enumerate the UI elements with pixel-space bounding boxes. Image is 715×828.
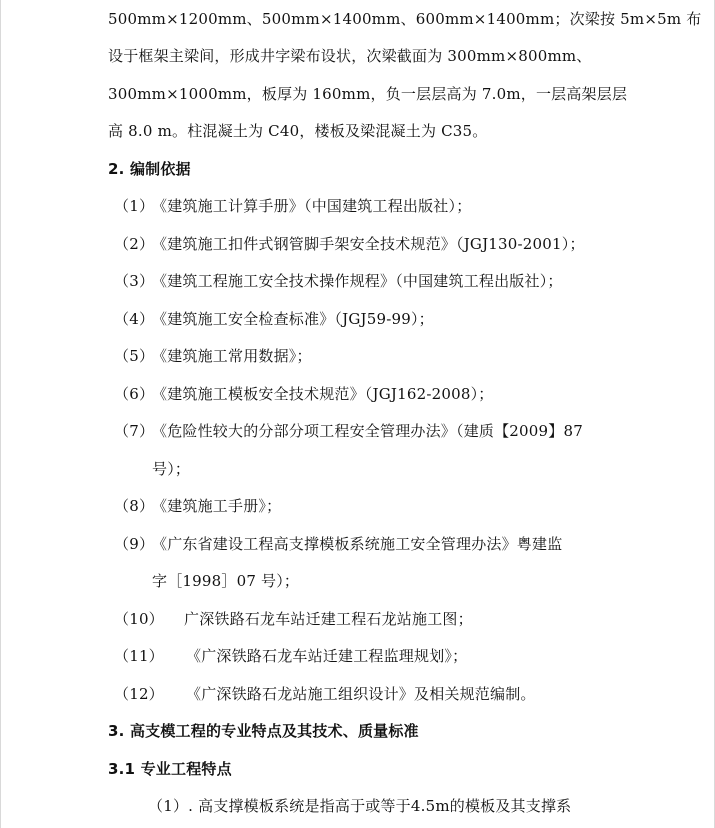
- list-item: [114, 384, 493, 404]
- list-item-text: 《建筑施工扣件式钢管脚手架安全技术规范》（JGJ130-2001）；: [152, 235, 585, 253]
- list-item-number: （1）: [114, 197, 155, 215]
- list-item-number: （10）: [114, 610, 164, 628]
- list-item-text: 《建筑施工安全检查标准》（JGJ59-99）；: [152, 310, 434, 328]
- list-item-text: 《建筑施工计算手册》（中国建筑工程出版社）；: [152, 197, 472, 215]
- list-item: [114, 496, 281, 516]
- intro-line-2: 设于框架主梁间，形成井字梁布设状，次梁截面为 300mm×800mm、: [108, 47, 592, 65]
- list-item-text: 《广深铁路石龙车站迁建工程监理规划》；: [186, 647, 468, 665]
- section-3-1-heading: 3.1 专业工程特点: [108, 760, 232, 778]
- list-item-number: （6）: [114, 385, 155, 403]
- list-item-text: 《建筑施工常用数据》；: [152, 347, 312, 365]
- list-item-number: （7）: [114, 422, 155, 440]
- list-item: [114, 234, 585, 254]
- list-item-number: （4）: [114, 310, 155, 328]
- intro-line-1: 500mm×1200mm、500mm×1400mm、600mm×1400mm；次梁按 5m×5m 布: [108, 10, 702, 28]
- section-3-heading: 3. 高支模工程的专业特点及其技术、质量标准: [108, 722, 419, 740]
- list-item-number: （9）: [114, 535, 155, 553]
- list-item-number: （11）: [114, 647, 164, 665]
- list-item-number: （12）: [114, 685, 164, 703]
- intro-line-3: 300mm×1000mm，板厚为 160mm，负一层层高为 7.0m，一层高架层层: [108, 85, 628, 103]
- list-item: [114, 271, 563, 291]
- list-item: [114, 309, 434, 329]
- list-item: [114, 346, 312, 366]
- list-item-number: （5）: [114, 347, 155, 365]
- list-item-continuation: 字［1998］07 号）；: [152, 572, 300, 590]
- page-left-edge: [0, 0, 1, 828]
- list-item-text: 《建筑施工模板安全技术规范》（JGJ162-2008）；: [152, 385, 494, 403]
- list-item-text: 广深铁路石龙车站迁建工程石龙站施工图；: [184, 610, 473, 628]
- list-item: [114, 196, 471, 216]
- list-item: [114, 684, 536, 704]
- list-item-text: 《建筑工程施工安全技术操作规程》（中国建筑工程出版社）；: [152, 272, 563, 290]
- section-2-heading: 2. 编制依据: [108, 160, 191, 178]
- list-item-number: （3）: [114, 272, 155, 290]
- list-item-continuation: 号）；: [152, 460, 191, 478]
- list-item-number: （2）: [114, 235, 155, 253]
- intro-line-4: 高 8.0 m。柱混凝土为 C40，楼板及梁混凝土为 C35。: [108, 122, 488, 140]
- section-3-1-paragraph: （1）. 高支撑模板系统是指高于或等于4.5m的模板及其支撑系: [148, 797, 572, 815]
- list-item-text: 《广深铁路石龙站施工组织设计》及相关规范编制。: [186, 685, 536, 703]
- list-item-text: 《危险性较大的分部分项工程安全管理办法》（建质【2009】87: [152, 422, 583, 440]
- list-item: [114, 646, 467, 666]
- list-item-text: 《广东省建设工程高支撑模板系统施工安全管理办法》粤建监: [152, 535, 563, 553]
- list-item: [114, 534, 562, 554]
- list-item: [114, 609, 473, 629]
- list-item-number: （8）: [114, 497, 155, 515]
- list-item: [114, 421, 583, 441]
- list-item-text: 《建筑施工手册》；: [152, 497, 282, 515]
